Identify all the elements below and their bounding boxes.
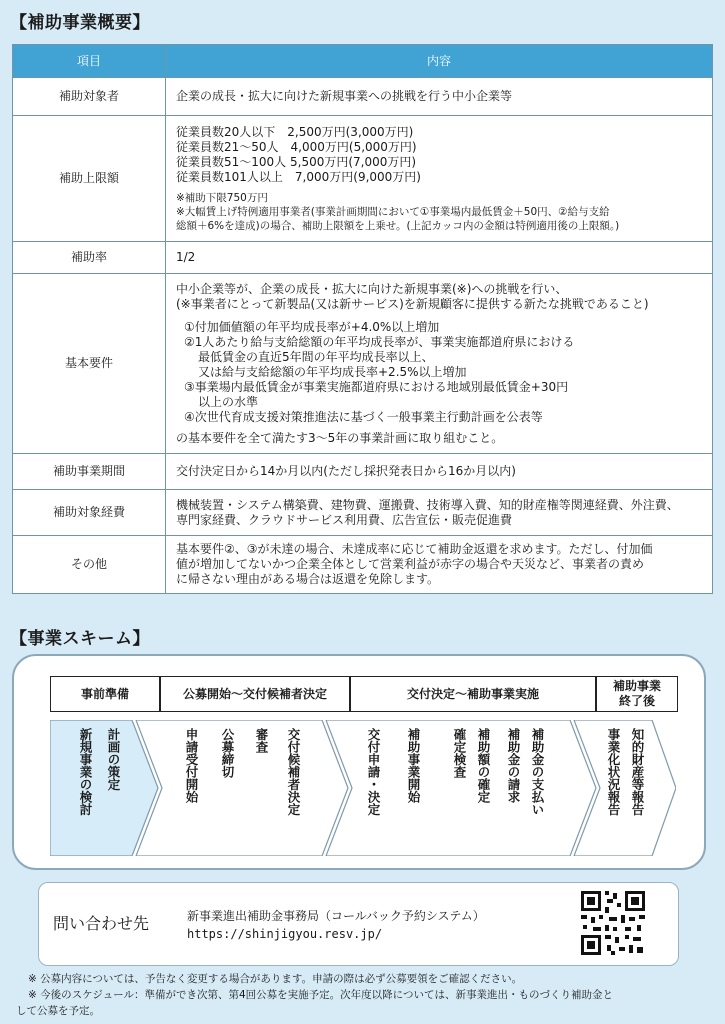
phase-implementation: 交付決定～補助事業実施 bbox=[350, 676, 596, 712]
req-item: 又は給与支給総額の年平均成長率+2.5%以上増加 bbox=[198, 364, 467, 379]
req-intro: (※事業者にとって新製品(又は新サービス)を新規顧客に提供する新たな挑戦であること) bbox=[176, 296, 649, 311]
limit-line: 従業員数51～100人 5,500万円(7,000万円) bbox=[176, 154, 417, 169]
other-content bbox=[166, 536, 713, 594]
expenses-line: 専門家経費、クラウドサービス利用費、広告宣伝・販売促進費 bbox=[176, 512, 513, 527]
footer-note: して公募を予定。 bbox=[16, 1005, 100, 1017]
step-review: 審査 bbox=[254, 728, 269, 753]
req-closing: の基本要件を全て満たす3～5年の事業計画に取り組むこと。 bbox=[176, 430, 504, 445]
period-label: 補助事業期間 bbox=[13, 454, 166, 490]
contact-office: 新事業進出補助金事務局（コールバック予約システム） bbox=[187, 909, 485, 923]
flow-arrows bbox=[50, 720, 676, 856]
step-payment: 補助金の支払い bbox=[530, 728, 545, 816]
scheme-box bbox=[12, 654, 706, 870]
step-inspection: 確定検査 bbox=[452, 728, 467, 778]
limit-line: 従業員数101人以上 7,000万円(9,000万円) bbox=[176, 169, 421, 184]
flow-arrow-prep bbox=[50, 720, 158, 856]
header-content: 内容 bbox=[166, 45, 713, 78]
req-item: 最低賃金の直近5年間の年平均成長率以上、 bbox=[198, 349, 434, 364]
limit-note: ※補助下限750万円 bbox=[176, 191, 268, 204]
step-confirm: 補助額の確定 bbox=[476, 728, 491, 803]
step-status-report: 事業化状況報告 bbox=[606, 728, 621, 816]
footer-note: ※ 公募内容については、予告なく変更する場合があります。申請の際は必ず公募要領をご確認ください。 bbox=[28, 973, 523, 985]
contact-box bbox=[38, 882, 679, 966]
other-label: その他 bbox=[13, 536, 166, 594]
expenses-label: 補助対象経費 bbox=[13, 490, 166, 536]
step-grant: 交付申請・決定 bbox=[366, 728, 381, 816]
req-item: ④次世代育成支援対策推進法に基づく一般事業主行動計画を公表等 bbox=[184, 409, 543, 424]
header-item: 項目 bbox=[13, 45, 166, 78]
step-open: 申請受付開始 bbox=[184, 728, 199, 803]
contact-url[interactable]: https://shinjigyou.resv.jp/ bbox=[187, 927, 383, 941]
scheme-title: 【事業スキーム】 bbox=[10, 629, 150, 649]
req-item: ②1人あたり給与支給総額の年平均成長率が、事業実施都道府県における bbox=[184, 334, 575, 349]
rate-text: 1/2 bbox=[166, 242, 713, 274]
phase-after: 補助事業 終了後 bbox=[596, 676, 678, 712]
step-plan: 計画の策定 bbox=[106, 728, 121, 791]
limit-line: 従業員数21～50人 4,000万円(5,000万円) bbox=[176, 139, 417, 154]
limit-label: 補助上限額 bbox=[13, 116, 166, 242]
requirements-label: 基本要件 bbox=[13, 274, 166, 454]
limit-note: 総額＋6%を達成)の場合、補助上限額を上乗せ。(上記カッコ内の金額は特例適用後の上限額。) bbox=[176, 219, 620, 232]
step-deadline: 公募締切 bbox=[220, 728, 235, 778]
footer-note: ※ 今後のスケジュール：準備ができ次第、第4回公募を実施予定。次年度以降については、新事業進出・ものづくり補助金と bbox=[28, 989, 613, 1001]
contact-label: 問い合わせ先 bbox=[53, 914, 150, 933]
qr-code-icon[interactable] bbox=[579, 889, 647, 957]
limit-content bbox=[166, 116, 713, 242]
req-item: 以上の水準 bbox=[198, 394, 259, 409]
rate-label: 補助率 bbox=[13, 242, 166, 274]
other-line: に帰さない理由がある場合は返還を免除します。 bbox=[176, 572, 440, 586]
req-intro: 中小企業等が、企業の成長・拡大に向けた新規事業(※)への挑戦を行い、 bbox=[176, 281, 568, 296]
step-ip-report: 知的財産等報告 bbox=[630, 728, 645, 816]
phase-application: 公募開始～交付候補者決定 bbox=[160, 676, 350, 712]
expenses-content bbox=[166, 490, 713, 536]
period-text: 交付決定日から14か月以内(ただし採択発表日から16か月以内) bbox=[166, 454, 713, 490]
req-item: ①付加価値額の年平均成長率が+4.0%以上増加 bbox=[184, 319, 440, 334]
phase-prep: 事前準備 bbox=[50, 676, 160, 712]
other-line: 値が増加してないかつ企業全体として営業利益が赤字の場合や天災など、事業者の責め bbox=[176, 557, 645, 571]
overview-title: 【補助事業概要】 bbox=[10, 13, 150, 33]
scheme-flow bbox=[50, 720, 676, 856]
limit-note: ※大幅賃上げ特例適用事業者(事業計画期間において①事業場内最低賃金＋50円、②給与支給 bbox=[176, 205, 610, 218]
target-label: 補助対象者 bbox=[13, 78, 166, 116]
step-decision: 交付候補者決定 bbox=[286, 728, 301, 816]
target-text: 企業の成長・拡大に向けた新規事業への挑戦を行う中小企業等 bbox=[166, 78, 713, 116]
step-start: 補助事業開始 bbox=[406, 728, 421, 803]
expenses-line: 機械装置・システム構築費、建物費、運搬費、技術導入費、知的財産権等関連経費、外注費、 bbox=[176, 497, 679, 512]
req-item: ③事業場内最低賃金が事業実施都道府県における地域別最低賃金+30円 bbox=[184, 379, 569, 394]
limit-line: 従業員数20人以下 2,500万円(3,000万円) bbox=[176, 124, 414, 139]
step-request: 補助金の請求 bbox=[506, 728, 521, 803]
flow-arrow-application bbox=[136, 720, 348, 856]
requirements-content bbox=[166, 274, 713, 454]
other-line: 基本要件②、③が未達の場合、未達成率に応じて補助金返還を求めます。ただし、付加価 bbox=[176, 542, 653, 556]
step-consider: 新規事業の検討 bbox=[78, 728, 93, 816]
overview-table bbox=[12, 44, 713, 594]
